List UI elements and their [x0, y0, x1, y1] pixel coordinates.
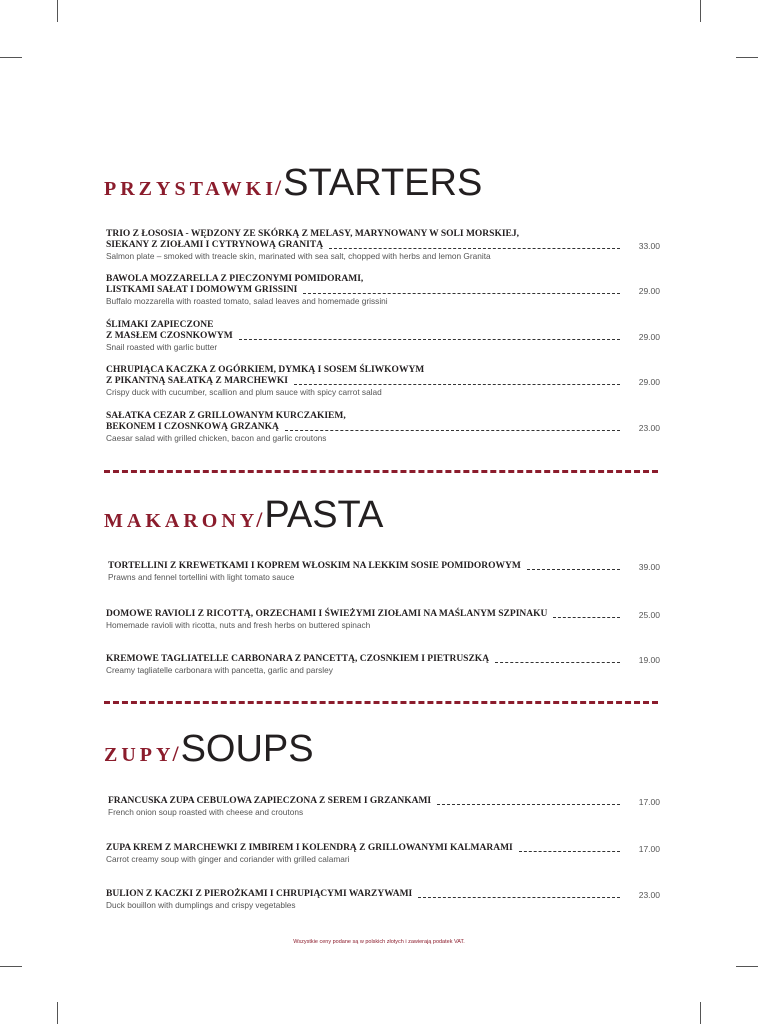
item-price: 29.00: [638, 377, 660, 387]
item-price: 19.00: [638, 655, 660, 665]
item-description: Salmon plate – smoked with treacle skin, marinated with sea salt, chopped with herbs and lemon Granita: [106, 251, 491, 261]
dotted-leader: [553, 616, 620, 618]
item-description: Crispy duck with cucumber, scallion and plum sauce with spicy carrot salad: [106, 387, 382, 397]
item-name: CHRUPIĄCA KACZKA Z OGÓRKIEM, DYMKĄ I SOSEM ŚLIWKOWYM: [106, 365, 425, 375]
item-name: LISTKAMI SAŁAT I DOMOWYM GRISSINI: [106, 285, 298, 295]
menu-item: [106, 843, 660, 865]
menu-item: [106, 411, 660, 444]
section-divider: [104, 470, 658, 473]
item-name: SAŁATKA CEZAR Z GRILLOWANYM KURCZAKIEM,: [106, 411, 346, 421]
crop-mark: [700, 1002, 701, 1024]
dotted-leader: [329, 247, 620, 249]
item-description: Carrot creamy soup with ginger and coriander with grilled calamari: [106, 854, 350, 864]
crop-mark: [700, 0, 701, 22]
menu-item: [106, 229, 660, 262]
item-description: Buffalo mozzarella with roasted tomato, salad leaves and homemade grissini: [106, 296, 388, 306]
item-name: ŚLIMAKI ZAPIECZONE: [106, 320, 214, 330]
item-name: BULION Z KACZKI Z PIEROŻKAMI I CHRUPIĄCYMI WARZYWAMI: [106, 889, 413, 899]
item-price: 39.00: [638, 562, 660, 572]
item-name: DOMOWE RAVIOLI Z RICOTTĄ, ORZECHAMI I ŚWIEŻYMI ZIOŁAMI NA MAŚLANYM SZPINAKU: [106, 609, 548, 619]
menu-item: [106, 274, 660, 307]
item-name: ZUPA KREM Z MARCHEWKI Z IMBIREM I KOLENDRĄ Z GRILLOWANYMI KALMARAMI: [106, 843, 513, 853]
item-price: 29.00: [638, 332, 660, 342]
menu-item: [106, 609, 660, 631]
item-name: BAWOLA MOZZARELLA Z PIECZONYMI POMIDORAMI,: [106, 274, 364, 284]
slash-separator: /: [256, 507, 263, 532]
crop-mark: [57, 0, 58, 22]
item-price: 29.00: [638, 286, 660, 296]
section-divider: [104, 701, 658, 704]
crop-mark: [57, 1002, 58, 1024]
dotted-leader: [285, 429, 620, 431]
section-title-starters: [104, 162, 482, 205]
section-polish-title: ZUPY: [104, 744, 175, 766]
crop-mark: [0, 57, 22, 58]
section-english-title: PASTA: [264, 494, 384, 536]
slash-separator: /: [275, 175, 282, 200]
item-price: 17.00: [638, 844, 660, 854]
item-description: Snail roasted with garlic butter: [106, 342, 218, 352]
vat-footnote: Wszystkie ceny podane są w polskich złotych i zawierają podatek VAT.: [293, 939, 465, 945]
dotted-leader: [519, 850, 620, 852]
item-price: 17.00: [638, 797, 660, 807]
item-name: Z MASŁEM CZOSNKOWYM: [106, 331, 233, 341]
menu-item: [106, 889, 660, 911]
section-english-title: STARTERS: [283, 162, 483, 204]
item-name: Z PIKANTNĄ SAŁATKĄ Z MARCHEWKI: [106, 376, 288, 386]
item-price: 33.00: [638, 241, 660, 251]
slash-separator: /: [172, 741, 179, 766]
dotted-leader: [527, 568, 620, 570]
dotted-leader: [437, 803, 620, 805]
section-polish-title: PRZYSTAWKI: [104, 178, 277, 200]
item-price: 23.00: [638, 423, 660, 433]
item-description: Duck bouillon with dumplings and crispy vegetables: [106, 900, 296, 910]
item-name: KREMOWE TAGLIATELLE CARBONARA Z PANCETTĄ, CZOSNKIEM I PIETRUSZKĄ: [106, 654, 490, 664]
dotted-leader: [294, 383, 620, 385]
item-name: SIEKANY Z ZIOŁAMI I CYTRYNOWĄ GRANITĄ: [106, 240, 324, 250]
dotted-leader: [303, 292, 620, 294]
crop-mark: [736, 966, 758, 967]
menu-item: [106, 365, 660, 398]
item-name: BEKONEM I CZOSNKOWĄ GRZANKĄ: [106, 422, 279, 432]
crop-mark: [0, 966, 22, 967]
section-title-pasta: [104, 494, 383, 537]
menu-item: [108, 561, 660, 583]
menu-item: [106, 654, 660, 676]
item-description: Caesar salad with grilled chicken, bacon and garlic croutons: [106, 433, 327, 443]
crop-mark: [736, 57, 758, 58]
item-price: 25.00: [638, 610, 660, 620]
item-description: French onion soup roasted with cheese and croutons: [108, 807, 304, 817]
dotted-leader: [418, 896, 620, 898]
section-english-title: SOUPS: [180, 728, 314, 770]
menu-item: [108, 796, 660, 818]
menu-item: [106, 320, 660, 353]
section-title-soups: [104, 728, 314, 771]
item-description: Prawns and fennel tortellini with light tomato sauce: [108, 572, 295, 582]
item-name: TRIO Z ŁOSOSIA - WĘDZONY ZE SKÓRKĄ Z MELASY, MARYNOWANY W SOLI MORSKIEJ,: [106, 229, 519, 239]
section-polish-title: MAKARONY: [104, 510, 259, 532]
dotted-leader: [239, 338, 620, 340]
item-name: FRANCUSKA ZUPA CEBULOWA ZAPIECZONA Z SEREM I GRZANKAMI: [108, 796, 432, 806]
item-description: Creamy tagliatelle carbonara with pancetta, garlic and parsley: [106, 665, 333, 675]
item-name: TORTELLINI Z KREWETKAMI I KOPREM WŁOSKIM NA LEKKIM SOSIE POMIDOROWYM: [108, 561, 521, 571]
item-description: Homemade ravioli with ricotta, nuts and fresh herbs on buttered spinach: [106, 620, 371, 630]
dotted-leader: [495, 661, 620, 663]
item-price: 23.00: [638, 890, 660, 900]
